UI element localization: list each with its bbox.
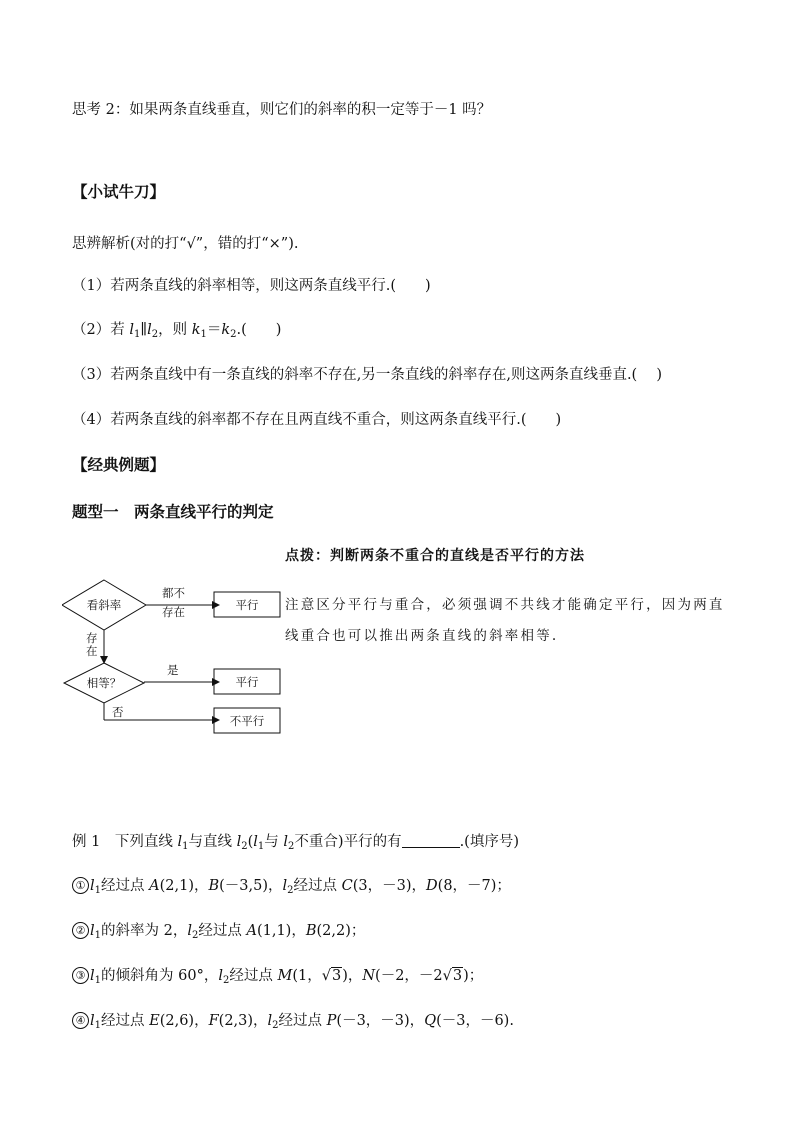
branch-exist-b: 在 [86,644,98,658]
branch-none-a: 都不 [162,586,185,600]
think-question-2: 思考 2：如果两条直线垂直，则它们的斜率的积一定等于－1 吗？ [72,102,492,118]
example1-item-2: ② $l_1$的斜率为 2，$l_2$经过点 A(1,1)，B(2,2)； [72,919,365,941]
decision1-label: 看斜率 [86,598,122,612]
arrowhead-right-1 [212,601,220,609]
tip-title: 点拨：判断两条不重合的直线是否平行的方法 [285,548,585,564]
decision2-label: 相等？ [86,676,122,690]
circle-num-4: ④ [72,1012,89,1029]
branch-none-b: 存在 [162,605,185,619]
branch-yes: 是 [167,663,179,677]
circle-num-2: ② [72,922,89,939]
branch-exist-a: 存 [86,631,98,645]
answer-blank[interactable] [402,835,460,848]
circle-num-3: ③ [72,967,89,984]
arrowhead-right-2 [212,678,220,686]
branch-no: 否 [112,705,124,719]
result1-label: 平行 [235,598,259,612]
example1-prompt: 例 1 下列直线 $l_1$与直线 $l_2(l_1$与 $l_2$不重合)平行的有 .(填序号) [72,834,520,852]
practice-instruction: 思辨解析(对的打“√”，错的打“×”). [72,236,299,252]
practice-q2: （2）若 $l_1\parallel l_2$，则 $k_1=k_2$.( ) [72,322,282,340]
type1-heading: 题型一 两条直线平行的判定 [72,502,274,521]
arrowhead-right-3 [212,716,220,724]
result3-label: 不平行 [229,714,265,728]
examples-heading: 【经典例题】 [72,455,166,474]
practice-q3: （3）若两条直线中有一条直线的斜率不存在,另一条直线的斜率存在,则这两条直线垂直.( ) [72,367,662,383]
practice-q1: （1）若两条直线的斜率相等，则这两条直线平行.( ) [72,278,431,294]
tip-body: 注意区分平行与重合，必须强调不共线才能确定平行，因为两直线重合也可以推出两条直线的斜率相等. [285,597,725,644]
example1-item-4: ④ $l_1$经过点 E(2,6)，F(2,3)，$l_2$经过点 P(－3，－3)，Q(－3，－6). [72,1009,514,1031]
example1-item-1: ① $l_1$经过点 A(2,1)，B(－3,5)，$l_2$经过点 C(3，－3)，D(8，－7)； [72,874,511,896]
example1-item-3: ③ $l_1$的倾斜角为 60°，$l_2$经过点 M(1，√3)，N(－2，－2√3)； [72,964,483,986]
sqrt-3-b: √3 [442,968,463,984]
sqrt-3-a: √3 [321,968,342,984]
circle-num-1: ① [72,877,89,894]
flowchart [62,570,287,745]
practice-q4: （4）若两条直线的斜率都不存在且两直线不重合，则这两条直线平行.( ) [72,412,562,428]
practice-heading: 【小试牛刀】 [72,182,166,201]
result2-label: 平行 [235,675,259,689]
